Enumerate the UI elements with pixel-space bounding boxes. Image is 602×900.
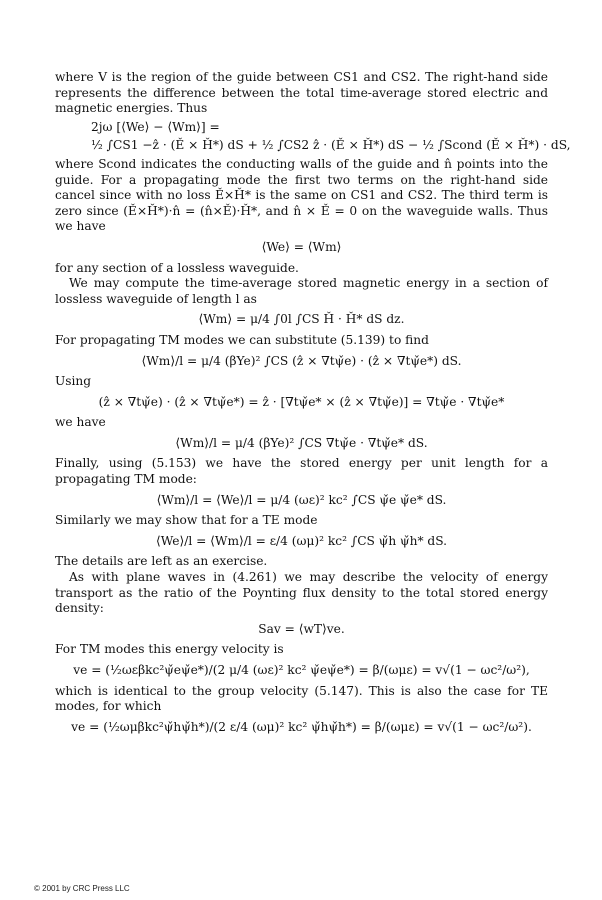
equation: ve = (½ωεβkc²ψ̌eψ̌e*)/(2 μ/4 (ωε)² kc² ψ̌eψ̌e*) = β/(ωμε) = v√(1 − ωc²/ω²),: [73, 663, 530, 677]
paragraph: We may compute the time-average stored magnetic energy in a section of lossless waveguide of length l as: [55, 276, 548, 306]
paragraph: where V is the region of the guide between CS1 and CS2. The right-hand side represents the difference between the total time-average stored electric and magnetic energies. Thus: [55, 70, 548, 116]
paragraph: Similarly we may show that for a TE mode: [55, 513, 318, 528]
equation: Sav = ⟨wT⟩ve.: [258, 621, 345, 636]
equation: ⟨Wm⟩/l = ⟨We⟩/l = μ/4 (ωε)² kc² ∫CS ψ̌e ψ̌e* dS.: [156, 492, 447, 507]
page-body: [55, 70, 571, 740]
paragraph: As with plane waves in (4.261) we may describe the velocity of energy transport as the ratio of the Poynting flux density to the total stored energy density:: [55, 570, 548, 616]
paragraph: for any section of a lossless waveguide.: [55, 260, 299, 275]
paragraph: Using: [55, 374, 92, 389]
equation: ⟨We⟩ = ⟨Wm⟩: [261, 239, 342, 254]
equation: ⟨Wm⟩/l = μ/4 (βYe)² ∫CS ∇tψ̌e · ∇tψ̌e* dS.: [175, 435, 428, 450]
equation: ⟨Wm⟩/l = μ/4 (βYe)² ∫CS (ẑ × ∇tψ̌e) · (ẑ × ∇tψ̌e*) dS.: [141, 353, 462, 368]
equation: (ẑ × ∇tψ̌e) · (ẑ × ∇tψ̌e*) = ẑ · [∇tψ̌e* × (ẑ × ∇tψ̌e)] = ∇tψ̌e · ∇tψ̌e*: [98, 394, 505, 409]
paragraph: Finally, using (5.153) we have the stored energy per unit length for a propagating TM mode:: [55, 456, 548, 487]
paragraph: we have: [55, 415, 106, 430]
paragraph: The details are left as an exercise.: [55, 554, 268, 569]
copyright-footer: © 2001 by CRC Press LLC: [34, 884, 130, 893]
equation: ve = (½ωμβkc²ψ̌hψ̌h*)/(2 ε/4 (ωμ)² kc² ψ̌hψ̌h*) = β/(ωμε) = v√(1 − ωc²/ω²).: [71, 719, 532, 734]
equation: ⟨We⟩/l = ⟨Wm⟩/l = ε/4 (ωμ)² kc² ∫CS ψ̌h ψ̌h* dS.: [155, 533, 448, 548]
paragraph: which is identical to the group velocity (5.147). This is also the case for TE modes, for which: [55, 683, 548, 714]
paragraph: For propagating TM modes we can substitute (5.139) to find: [55, 332, 429, 347]
equation: ½ ∫CS1 −ẑ · (Ě × Ȟ*) dS + ½ ∫CS2 ẑ · (Ě × Ȟ*) dS − ½ ∫Scond (Ě × Ȟ*) · dS,: [91, 138, 571, 153]
equation: 2jω [⟨We⟩ − ⟨Wm⟩] =: [91, 119, 220, 134]
paragraph: For TM modes this energy velocity is: [55, 642, 284, 657]
paragraph: where Scond indicates the conducting walls of the guide and n̂ points into the guide. For a propagating mode the first two terms on the right-hand side cancel since with no loss Ě×Ȟ* is the same on CS1 and CS2. The third term is zero since (Ě×Ȟ*)·n̂ = (n̂×Ě)·Ȟ*, and n̂ × Ě = 0 on the waveguide walls. Thus we have: [55, 156, 548, 234]
equation: ⟨Wm⟩ = μ/4 ∫0l ∫CS Ȟ · Ȟ* dS dz.: [198, 312, 405, 327]
